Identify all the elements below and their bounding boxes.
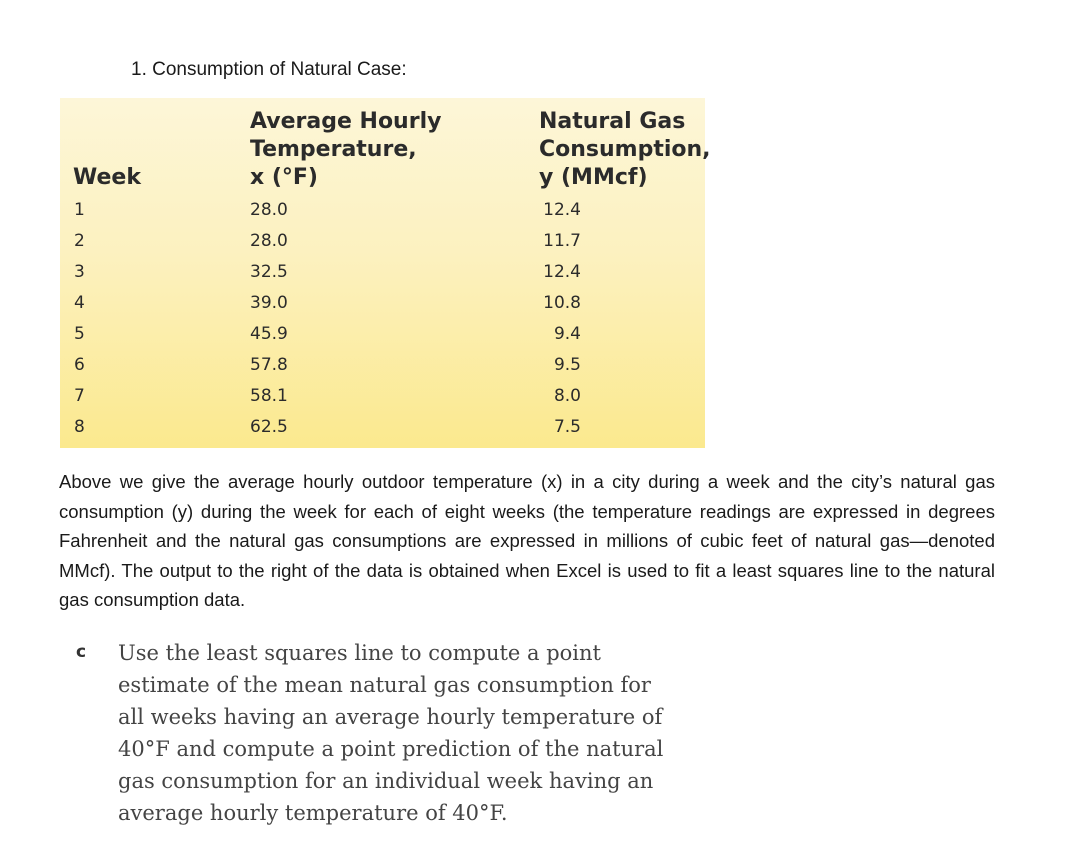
table-row (60, 324, 705, 355)
table-row (60, 355, 705, 386)
cell-consumption: 9.5 (553, 355, 581, 375)
page-heading: 1. Consumption of Natural Case: (131, 59, 407, 80)
cell-consumption: 12.4 (543, 200, 581, 220)
problem-description: Above we give the average hourly outdoor temperature (x) in a city during a week and the city’s natural gas consumption (y) during the week for each of eight weeks (the temperature readings are expressed in degrees Fahrenheit and the natural gas consumptions are expressed in millions of cubic feet of natural gas—denoted MMcf). The output to the right of the data is obtained when Excel is used to fit a least squares line to the natural gas consumption data. (59, 471, 995, 610)
cell-week: 5 (74, 324, 85, 344)
table-row (60, 200, 705, 231)
header-week-label: Week (73, 165, 141, 190)
cell-week: 6 (74, 355, 85, 375)
cell-consumption: 7.5 (553, 417, 581, 437)
question-text: Use the least squares line to compute a point estimate of the mean natural gas consumption for all weeks having an average hourly temperature of 40°F and compute a point prediction of the natural gas consumption for an individual week having an average hourly temperature of 40°F. (118, 641, 664, 825)
table-row (60, 417, 705, 448)
header-x-line1: Average Hourly (250, 109, 442, 134)
cell-week: 1 (74, 200, 85, 220)
table-row (60, 293, 705, 324)
cell-consumption: 10.8 (543, 293, 581, 313)
cell-temperature: 28.0 (250, 200, 288, 220)
cell-temperature: 39.0 (250, 293, 288, 313)
column-header-temperature (250, 108, 441, 192)
cell-temperature: 32.5 (250, 262, 288, 282)
header-x-line2: Temperature, (250, 137, 417, 162)
data-table (60, 98, 711, 448)
header-y-line3: y (MMcf) (539, 165, 648, 190)
cell-temperature: 45.9 (250, 324, 288, 344)
table-row (60, 231, 705, 262)
cell-week: 3 (74, 262, 85, 282)
cell-week: 7 (74, 386, 85, 406)
table-row (60, 262, 705, 293)
column-header-consumption (539, 108, 711, 192)
header-x-line3: x (°F) (250, 165, 318, 190)
cell-consumption: 12.4 (543, 262, 581, 282)
cell-week: 4 (74, 293, 85, 313)
cell-consumption: 11.7 (543, 231, 581, 251)
cell-consumption: 9.4 (553, 324, 581, 344)
cell-temperature: 58.1 (250, 386, 288, 406)
header-y-line1: Natural Gas (539, 109, 686, 134)
cell-temperature: 57.8 (250, 355, 288, 375)
cell-week: 8 (74, 417, 85, 437)
cell-consumption: 8.0 (553, 386, 581, 406)
table-row (60, 386, 705, 417)
cell-temperature: 28.0 (250, 231, 288, 251)
question-letter: c (76, 642, 87, 662)
cell-temperature: 62.5 (250, 417, 288, 437)
column-header-week (73, 164, 141, 192)
header-y-line2: Consumption, (539, 137, 711, 162)
cell-week: 2 (74, 231, 85, 251)
